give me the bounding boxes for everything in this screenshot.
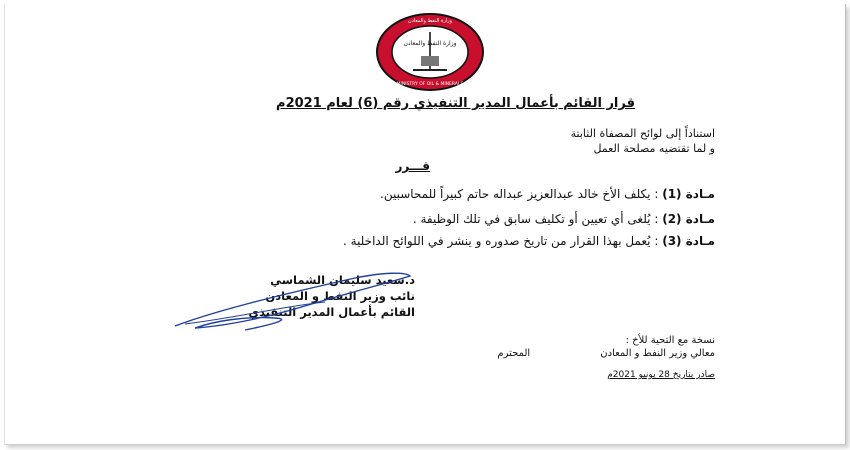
ministry-logo	[375, 12, 485, 92]
preamble	[571, 126, 715, 156]
copies-heading: نسخة مع التحية للأخ :	[625, 335, 715, 346]
article-label: مـادة (3)	[662, 234, 715, 248]
preamble-line: استناداً إلى لوائح المصفاة الثابتة	[570, 127, 715, 140]
signatory-role: نائب وزير النفط و المعادن	[265, 289, 415, 303]
decided-heading: قـــرر	[395, 159, 430, 173]
article-text: : يُلغى أي تعيين أو تكليف سابق في تلك الوظيفة .	[412, 212, 659, 226]
article-text: : يكلف الأخ خالد عبدالعزيز عبداله حاتم كبيراً للمحاسبين.	[380, 187, 659, 201]
document-page	[4, 4, 846, 445]
handwritten-signature	[155, 266, 425, 338]
logo-center-text: وزارة النفط والمعادن	[403, 40, 457, 47]
copies-recipient: معالي وزير النفط و المعادن	[600, 348, 715, 359]
copies-honorific: المحترم	[497, 348, 531, 359]
decision-title: قرار القائم بأعمال المدير التنفيذي رقم (6) لعام 2021م	[276, 96, 635, 111]
signatory-name: د.سعيد سليمان الشماسي	[270, 273, 415, 287]
issue-date: صادر بتاريخ 28 يونيو 2021م	[607, 370, 715, 380]
copies-recipient-row	[497, 347, 715, 360]
article-label: مـادة (2)	[662, 212, 715, 226]
logo-bottom-text: MINISTRY OF OIL & MINERALS	[396, 82, 464, 87]
article-1	[380, 187, 715, 201]
signatory-role: القائم بأعمال المدير التنفيذي	[248, 305, 415, 319]
article-2	[413, 212, 715, 226]
article-text: : يُعمل بهذا القرار من تاريخ صدوره و ينشر في اللوائح الداخلية .	[343, 234, 659, 248]
logo-top-text: وزارة النفط والمعادن	[407, 18, 453, 24]
article-3	[343, 234, 715, 248]
article-label: مـادة (1)	[662, 187, 715, 201]
preamble-line: و لما تقتضيه مصلحة العمل	[593, 142, 715, 155]
copies-to	[497, 334, 715, 360]
